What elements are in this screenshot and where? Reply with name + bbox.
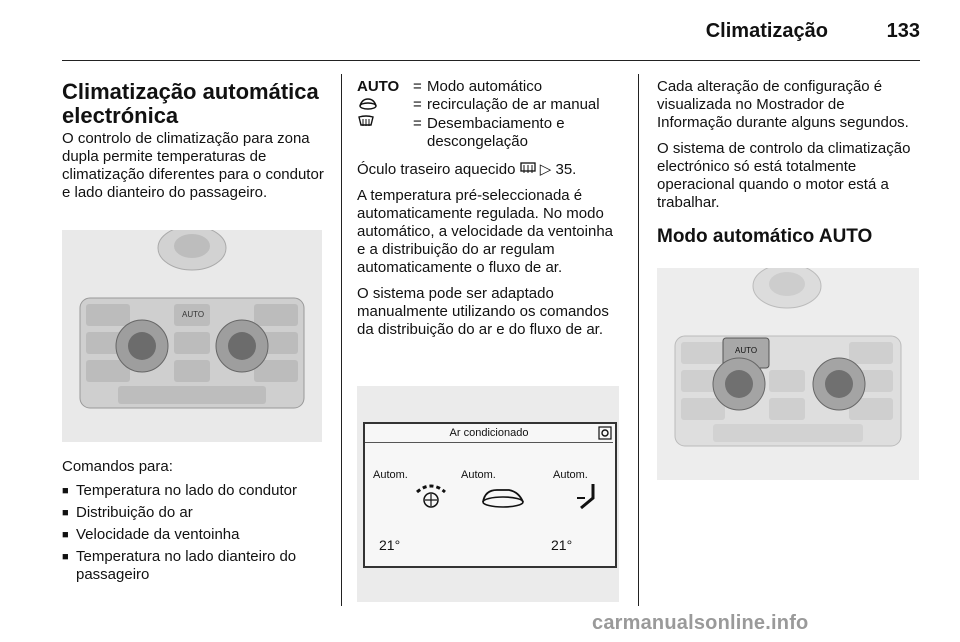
legend-text: Desembaciamento e descongelação xyxy=(427,115,565,150)
controls-list xyxy=(62,482,330,584)
climate-panel-auto-image xyxy=(657,268,919,480)
panel-auto-label: AUTO xyxy=(182,310,205,319)
defrost-icon xyxy=(357,115,413,151)
display-left-label: Autom. xyxy=(373,469,408,481)
column-divider xyxy=(638,74,639,606)
legend-key-auto: AUTO xyxy=(357,78,400,95)
climate-panel-drawing xyxy=(62,230,322,442)
legend-text: recirculação de ar manual xyxy=(427,96,600,113)
column-1 xyxy=(62,80,330,210)
page-number: 133 xyxy=(886,20,920,42)
rear-window-heater-icon xyxy=(520,162,536,174)
page-header xyxy=(62,0,920,61)
column-3 xyxy=(657,78,919,248)
display-center-label: Autom. xyxy=(461,469,496,481)
paragraph: O sistema de controlo da climatização electrónico só está totalmente operacional quando o motor está a trabalhar. xyxy=(657,140,911,211)
paragraph: A temperatura pré-seleccionada é automaticamente regulada. No modo automático, a velocidade da ventoinha e a distribuição do ar regulam automaticamente o fluxo de ar. xyxy=(357,187,614,276)
air-distribution-icon xyxy=(575,482,601,512)
list-item: ■ Temperatura no lado dianteiro do passageiro xyxy=(62,548,330,584)
fan-speed-icon xyxy=(411,482,451,512)
display-right-temp: 21° xyxy=(551,537,573,553)
recirculation-icon xyxy=(357,96,413,115)
legend xyxy=(357,78,623,151)
settings-icon xyxy=(598,426,612,445)
header-title: Climatização xyxy=(705,20,828,42)
rear-window-text: Óculo traseiro aquecido xyxy=(357,161,516,178)
list-item: ■ Distribuição do ar xyxy=(62,504,330,522)
display-image xyxy=(357,386,619,602)
climate-panel-auto-drawing xyxy=(657,268,919,480)
display-title: Ar condicionado xyxy=(365,424,613,443)
paragraph: O sistema pode ser adaptado manualmente utilizando os comandos da distribuição do ar e do fluxo de ar. xyxy=(357,285,609,338)
page-reference: 35. xyxy=(555,161,577,178)
info-display xyxy=(363,422,617,568)
controls-section xyxy=(62,458,330,588)
subsection-heading: Modo automático AUTO xyxy=(657,226,873,247)
legend-text: Modo automático xyxy=(427,78,543,95)
page-ref-icon: ▷ xyxy=(539,161,552,178)
display-left-temp: 21° xyxy=(379,537,401,553)
column-2 xyxy=(357,78,623,606)
legend-sep: = xyxy=(413,78,422,95)
controls-title: Comandos para: xyxy=(62,458,173,475)
intro-text: O controlo de climatização para zona dupla permite temperaturas de climatização diferentes para o condutor e lado dianteiro do passageiro. xyxy=(62,130,324,201)
watermark: carmanualsonline.info xyxy=(592,612,809,634)
legend-sep: = xyxy=(413,96,422,113)
climate-panel-image xyxy=(62,230,322,442)
paragraph: Cada alteração de configuração é visualizada no Mostrador de Informação durante alguns segundos. xyxy=(657,78,909,131)
list-item: ■ Velocidade da ventoinha xyxy=(62,526,330,544)
section-heading: Climatização automática electrónica xyxy=(62,79,319,128)
rear-window-line xyxy=(357,161,623,179)
legend-sep: = xyxy=(413,115,422,132)
column-divider xyxy=(341,74,342,606)
panel-auto-label: AUTO xyxy=(735,346,758,355)
display-right-label: Autom. xyxy=(553,469,588,481)
list-item: ■ Temperatura no lado do condutor xyxy=(62,482,330,500)
recirculation-car-icon xyxy=(479,486,527,510)
